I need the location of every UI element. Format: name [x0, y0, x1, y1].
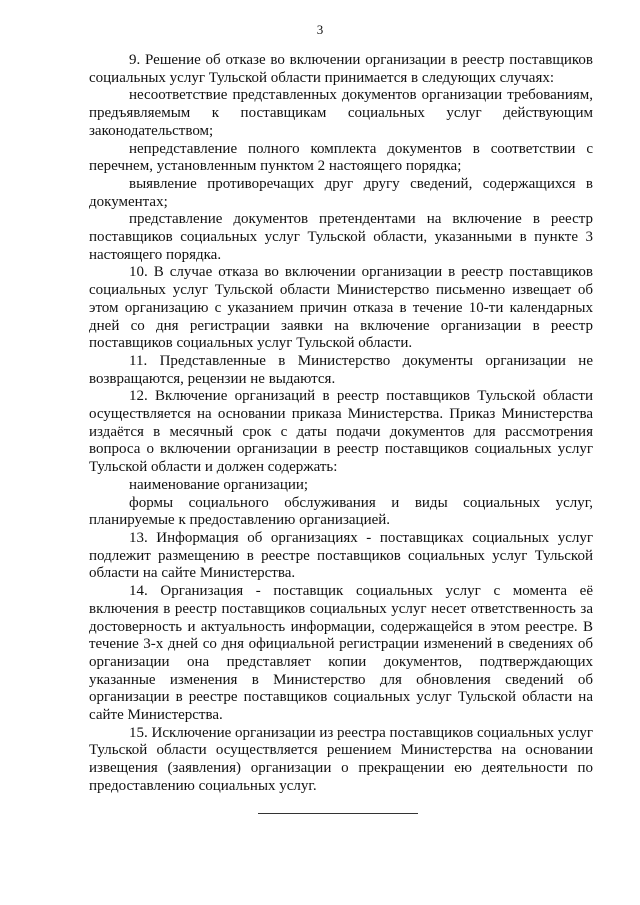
paragraph-10: 10. В случае отказа во включении организации в реестр поставщиков социальных услуг Тульской области Министерство письменно извещает об этом организацию с указанием причин отказа в течение 10-ти календарных дней со дня регистрации заявки на включение организации в реестр поставщиков социальных услуг Тульской области.	[89, 264, 593, 352]
paragraph-12: 12. Включение организаций в реестр поставщиков Тульской области осуществляется на основании приказа Министерства. Приказ Министерства издаётся в месячный срок с даты подачи документов для рассмотрения вопроса о включении организации в реестр поставщиков социальных услуг Тульской области и должен содержать:	[89, 388, 593, 476]
refusal-reason-contradictions: выявление противоречащих друг другу сведений, содержащихся в документах;	[89, 175, 593, 210]
refusal-reason-ineligible-applicant: представление документов претендентами на включение в реестр поставщиков социальных услуг Тульской области, указанными в пункте 3 настоящего порядка.	[89, 211, 593, 263]
order-content-service-forms: формы социального обслуживания и виды социальных услуг, планируемые к предоставлению организацией.	[89, 494, 593, 529]
document-body	[89, 52, 593, 796]
paragraph-15: 15. Исключение организации из реестра поставщиков социальных услуг Тульской области осуществляется решением Министерства на основании извещения (заявления) организации о прекращении ею деятельности по предоставлению социальных услуг.	[89, 724, 593, 794]
refusal-reason-incomplete-documents: непредставление полного комплекта документов в соответствии с перечнем, установленным пунктом 2 настоящего порядка;	[89, 140, 593, 175]
end-separator-line	[258, 813, 418, 814]
paragraph-9: 9. Решение об отказе во включении организации в реестр поставщиков социальных услуг Тульской области принимается в следующих случаях:	[89, 52, 593, 86]
paragraph-14: 14. Организация - поставщик социальных услуг с момента её включения в реестр поставщиков социальных услуг несет ответственность за достоверность и актуальность информации, содержащейся в этом реестре. В течение 3-х дней со дня официальной регистрации изменений в сведениях об организации она представляет копии документов, подтверждающих указанные изменения в Министерство для обновления сведений об организации в реестре поставщиков социальных услуг Тульской области на сайте Министерства.	[89, 583, 593, 724]
paragraph-13: 13. Информация об организациях - поставщиках социальных услуг подлежит размещению в реестре поставщиков социальных услуг Тульской области на сайте Министерства.	[89, 529, 593, 582]
paragraph-11: 11. Представленные в Министерство документы организации не возвращаются, рецензии не выдаются.	[89, 352, 593, 387]
refusal-reason-noncompliance: несоответствие представленных документов организации требованиям, предъявляемым к поставщикам социальных услуг действующим законодательством;	[89, 87, 593, 139]
page-number: 3	[316, 22, 324, 37]
order-content-name: наименование организации;	[129, 476, 309, 493]
